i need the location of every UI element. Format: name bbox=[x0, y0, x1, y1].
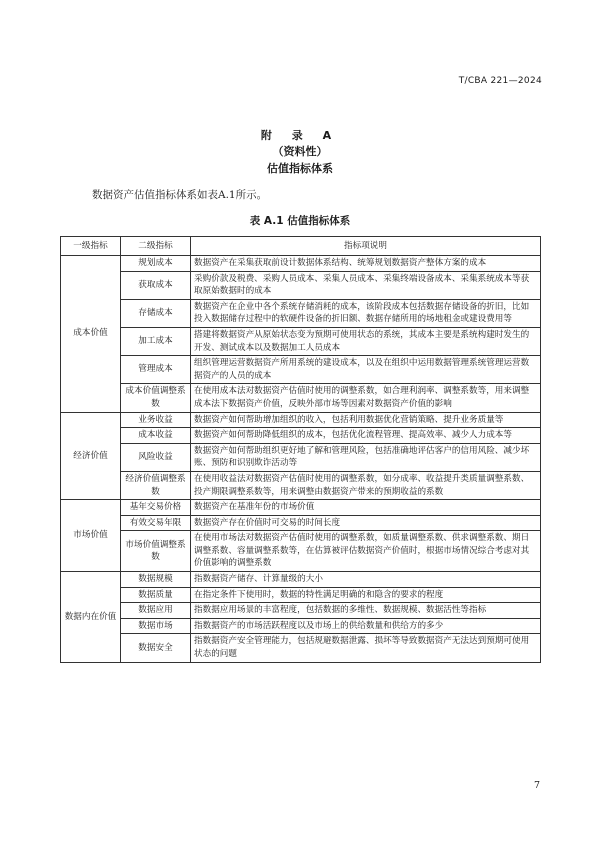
appendix-type: （资料性） bbox=[272, 145, 328, 158]
level2-indicator-cell: 数据应用 bbox=[121, 603, 191, 619]
header-description: 指标项说明 bbox=[191, 237, 541, 256]
indicator-description-cell: 数据资产如何帮助增加组织的收入，包括利用数据优化营销策略、提升业务质量等 bbox=[191, 412, 541, 428]
level2-indicator-cell: 数据安全 bbox=[121, 634, 191, 662]
table-row bbox=[61, 531, 541, 572]
intro-paragraph: 数据资产估值指标体系如表A.1所示。 bbox=[92, 189, 268, 201]
indicator-description-cell: 指数据资产储存、计算量级的大小 bbox=[191, 572, 541, 588]
header-level1: 一级指标 bbox=[61, 237, 121, 256]
indicator-description-cell: 数据资产在采集获取前设计数据体系结构、统筹规划数据资产整体方案的成本 bbox=[191, 256, 541, 272]
table-row bbox=[61, 271, 541, 299]
indicator-description-cell: 指数据资产的市场活跃程度以及市场上的供给数量和供给方的多少 bbox=[191, 618, 541, 634]
indicator-description-cell: 指数据资产安全管理能力，包括规避数据泄露、损坏等导致数据资产无法达到预期可使用状态的问题 bbox=[191, 634, 541, 662]
valuation-index-table bbox=[60, 236, 541, 663]
header-level2: 二级指标 bbox=[121, 237, 191, 256]
level2-indicator-cell: 业务收益 bbox=[121, 412, 191, 428]
table-row bbox=[61, 299, 541, 327]
table-row bbox=[61, 500, 541, 516]
level2-indicator-cell: 经济价值调整系数 bbox=[121, 471, 191, 499]
level1-indicator-cell: 成本价值 bbox=[61, 256, 121, 413]
table-caption: 表 A.1 估值指标体系 bbox=[249, 215, 351, 227]
table-header-row bbox=[61, 237, 541, 256]
level1-indicator-cell: 经济价值 bbox=[61, 412, 121, 500]
indicator-description-cell: 采购价款及税费、采购人员成本、采集人员成本、采集终端设备成本、采集系统成本等获取原始数据时的成本 bbox=[191, 271, 541, 299]
level2-indicator-cell: 获取成本 bbox=[121, 271, 191, 299]
table-row bbox=[61, 428, 541, 444]
table-row bbox=[61, 618, 541, 634]
level1-indicator-cell: 市场价值 bbox=[61, 500, 121, 572]
level2-indicator-cell: 有效交易年限 bbox=[121, 515, 191, 531]
level2-indicator-cell: 基年交易价格 bbox=[121, 500, 191, 516]
level2-indicator-cell: 成本收益 bbox=[121, 428, 191, 444]
level2-indicator-cell: 数据规模 bbox=[121, 572, 191, 588]
indicator-description-cell: 数据资产在企业中各个系统存储消耗的成本，该阶段成本包括数据存储设备的折旧，比如投入数据储存过程中的软硬件设备的折旧额、数据存储所用的场地租金或建设费用等 bbox=[191, 299, 541, 327]
table-row bbox=[61, 572, 541, 588]
indicator-description-cell: 在指定条件下使用时，数据的特性满足明确的和隐含的要求的程度 bbox=[191, 587, 541, 603]
table-row bbox=[61, 587, 541, 603]
appendix-name: 估值指标体系 bbox=[267, 162, 333, 175]
appendix-title: 附 录 A bbox=[260, 129, 340, 142]
table-row bbox=[61, 412, 541, 428]
level2-indicator-cell: 数据市场 bbox=[121, 618, 191, 634]
indicator-description-cell: 数据资产存在价值时可交易的时间长度 bbox=[191, 515, 541, 531]
level1-indicator-cell: 数据内在价值 bbox=[61, 572, 121, 663]
level2-indicator-cell: 管理成本 bbox=[121, 356, 191, 384]
indicator-description-cell: 指数据应用场景的丰富程度，包括数据的多维性、数据规模、数据活性等指标 bbox=[191, 603, 541, 619]
level2-indicator-cell: 存储成本 bbox=[121, 299, 191, 327]
indicator-description-cell: 在使用收益法对数据资产估值时使用的调整系数，如分成率、收益提升类质量调整系数、投产期限调整系数等，用来调整由数据资产带来的预期收益的系数 bbox=[191, 471, 541, 499]
indicator-description-cell: 数据资产如何帮助降低组织的成本，包括优化流程管理、提高效率、减少人力成本等 bbox=[191, 428, 541, 444]
page-number: 7 bbox=[533, 780, 540, 791]
level2-indicator-cell: 成本价值调整系数 bbox=[121, 384, 191, 412]
level2-indicator-cell: 数据质量 bbox=[121, 587, 191, 603]
level2-indicator-cell: 加工成本 bbox=[121, 327, 191, 355]
indicator-description-cell: 在使用成本法对数据资产估值时使用的调整系数，如合理利润率、调整系数等，用来调整成本法下数据资产价值，反映外部市场等因素对数据资产价值的影响 bbox=[191, 384, 541, 412]
table-body bbox=[61, 256, 541, 663]
standard-code: T/CBA 221—2024 bbox=[458, 76, 542, 86]
level2-indicator-cell: 市场价值调整系数 bbox=[121, 531, 191, 572]
appendix-heading bbox=[0, 128, 600, 178]
table-row bbox=[61, 384, 541, 412]
table-row bbox=[61, 634, 541, 662]
table-row bbox=[61, 356, 541, 384]
level2-indicator-cell: 风险收益 bbox=[121, 443, 191, 471]
table-row bbox=[61, 256, 541, 272]
table-row bbox=[61, 443, 541, 471]
table-row bbox=[61, 515, 541, 531]
indicator-description-cell: 数据资产在基准年份的市场价值 bbox=[191, 500, 541, 516]
level2-indicator-cell: 规划成本 bbox=[121, 256, 191, 272]
indicator-description-cell: 组织管理运营数据资产所用系统的建设成本，以及在组织中运用数据管理系统管理运营数据资产的人员的成本 bbox=[191, 356, 541, 384]
indicator-description-cell: 在使用市场法对数据资产估值时使用的调整系数，如质量调整系数、供求调整系数、期日调整系数、容量调整系数等，在估算被评估数据资产价值时，根据市场情况综合考虑对其价值影响的调整系数 bbox=[191, 531, 541, 572]
table-row bbox=[61, 603, 541, 619]
indicator-description-cell: 搭建将数据资产从原始状态变为预期可使用状态的系统，其成本主要是系统构建时发生的开发、测试成本以及数据加工人员成本 bbox=[191, 327, 541, 355]
table-row bbox=[61, 327, 541, 355]
indicator-description-cell: 数据资产如何帮助组织更好地了解和管理风险，包括准确地评估客户的信用风险、减少坏账、预防和识别欺诈活动等 bbox=[191, 443, 541, 471]
table-row bbox=[61, 471, 541, 499]
